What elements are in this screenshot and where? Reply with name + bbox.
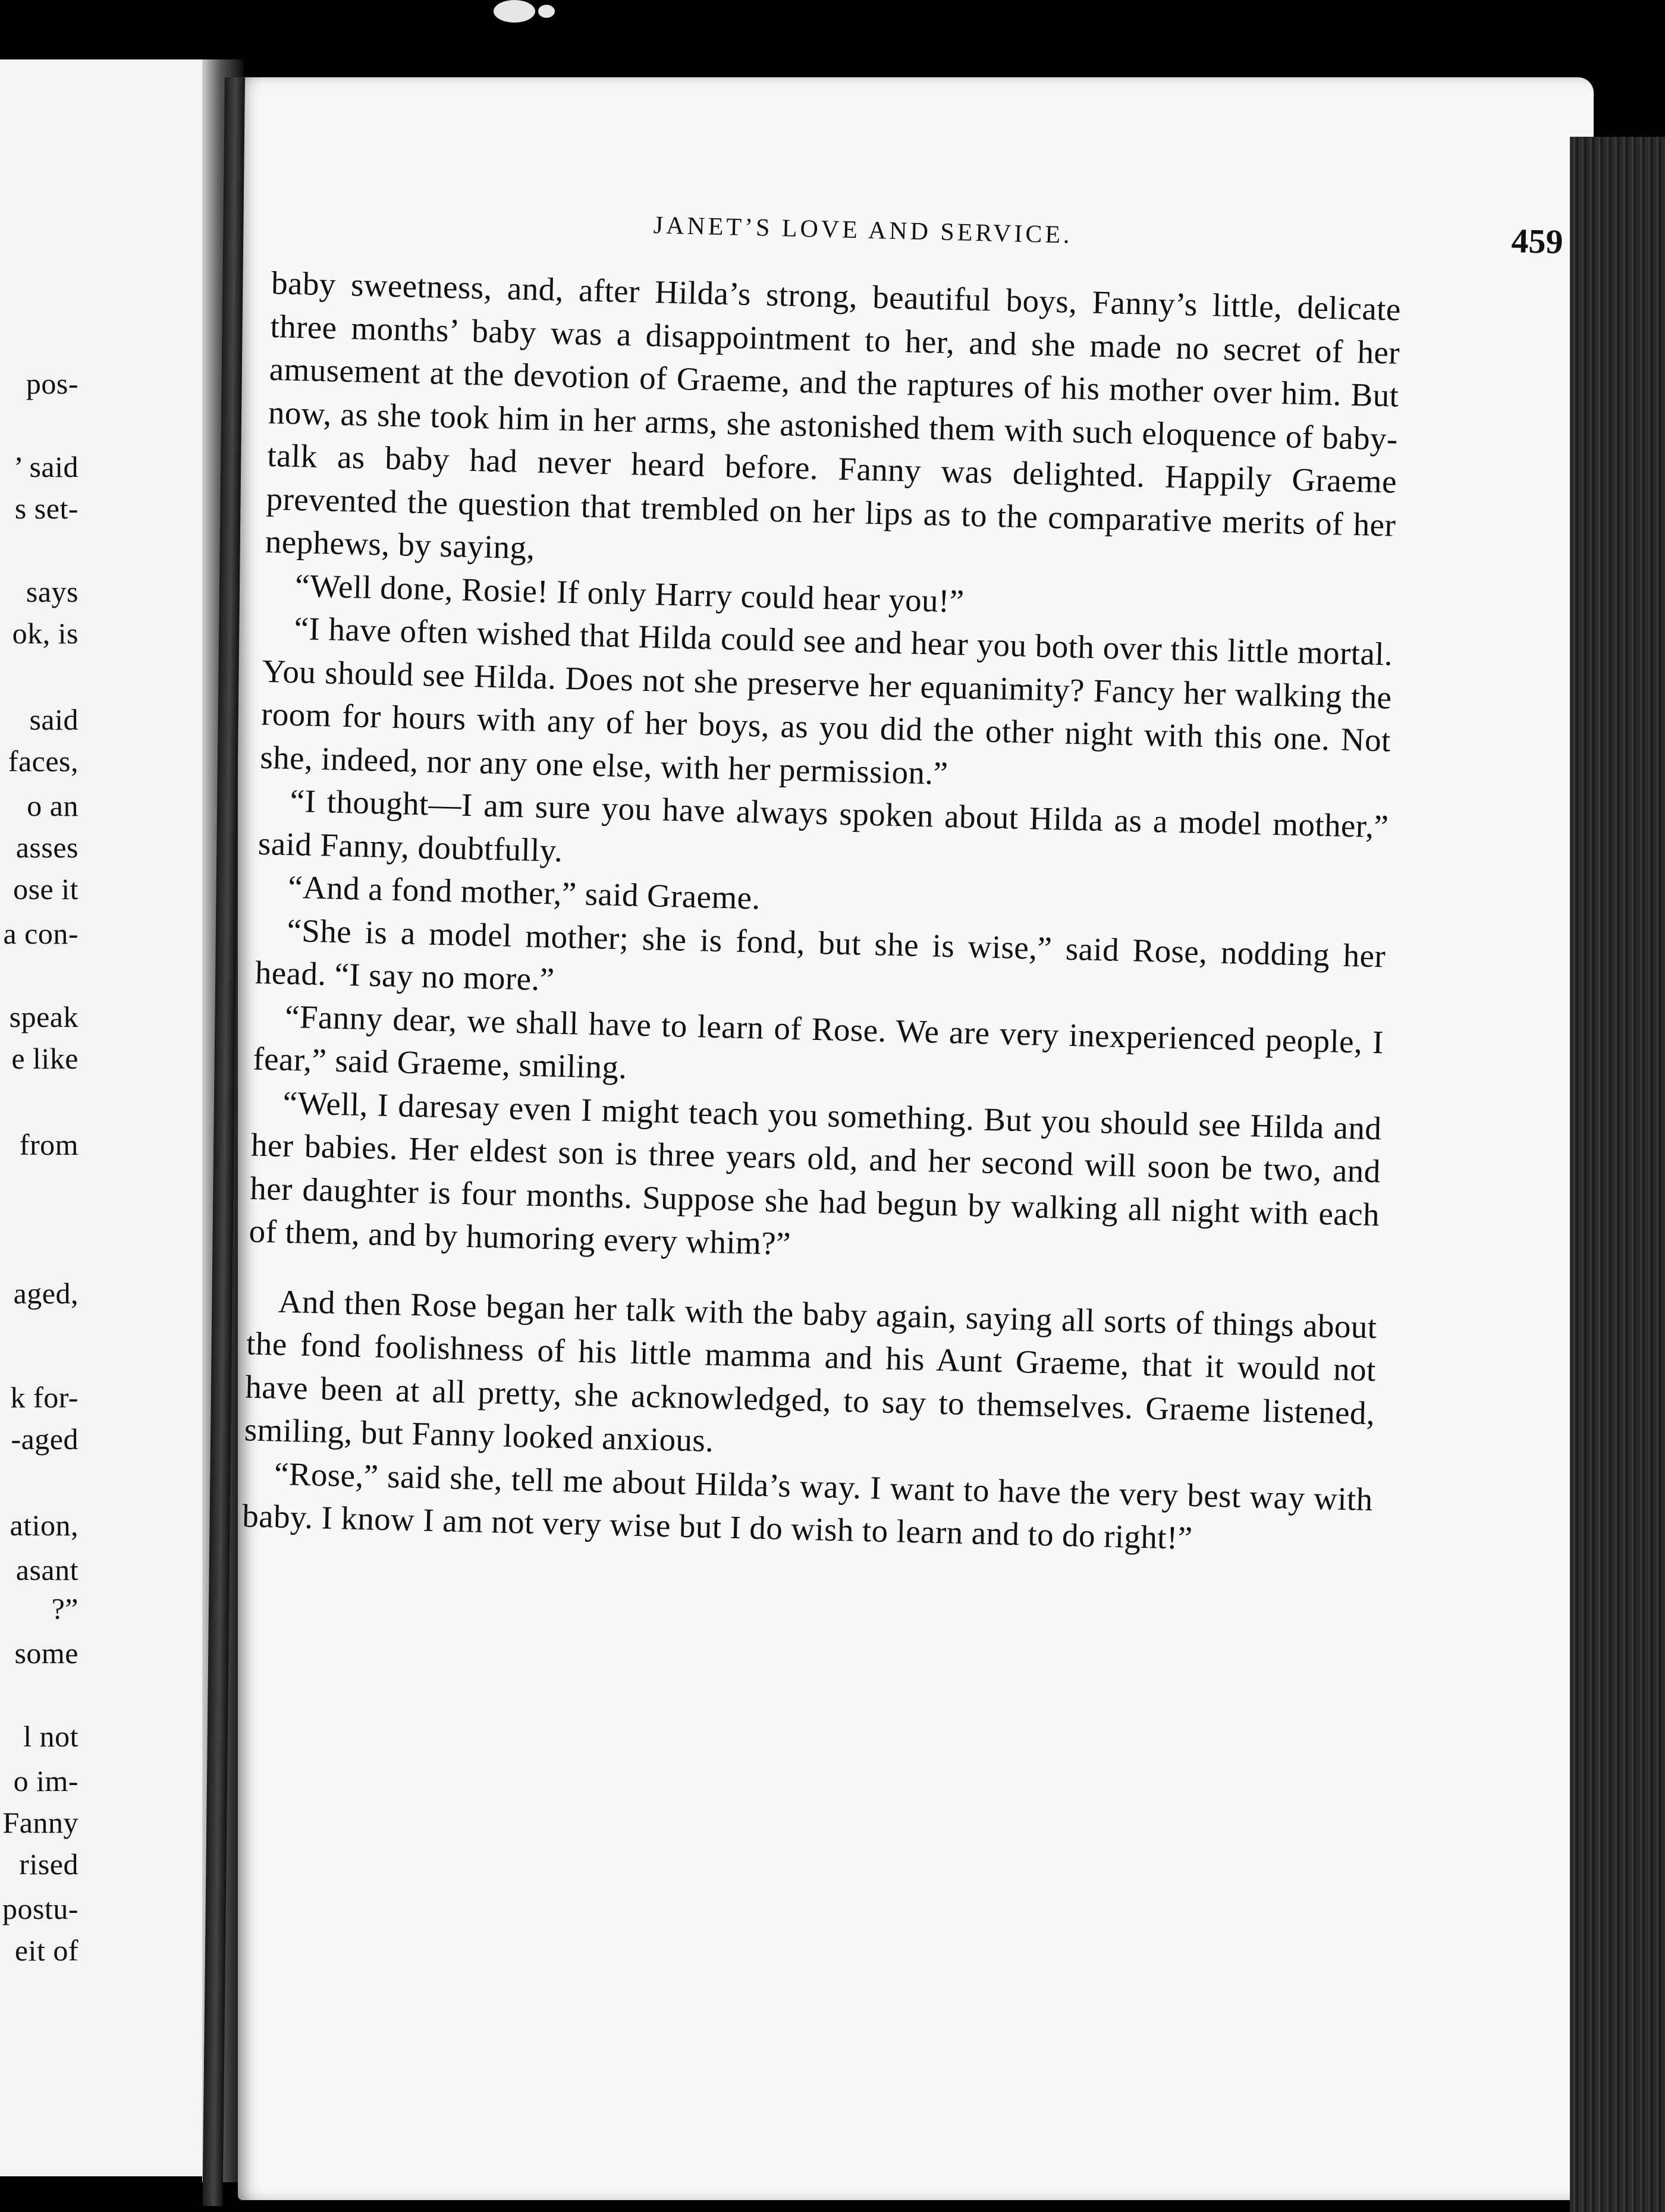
facing-line: aged, — [13, 1277, 78, 1310]
facing-line: rised — [19, 1847, 78, 1881]
facing-line: ?” — [51, 1592, 78, 1625]
paragraph: “Fanny dear, we shall have to learn of Rose. We are very inexperienced people, I fear,” said Graeme, smiling. — [252, 998, 1384, 1086]
paragraph: baby sweetness, and, after Hilda’s strong, beautiful boys, Fanny’s little, delicate three months’ baby was a disappointment to her, and she made no secret of her amusement at the devotion of Graeme, and the raptures of his mother over him. But now, as she took him in her arms, she astonished them with such eloquence of baby-talk as baby had never heard before. Fanny was delighted. Happily Graeme prevented the question that trembled on her lips as to the comparative merits of her nephews, by saying, — [265, 264, 1402, 566]
facing-line: asant — [15, 1553, 78, 1586]
facing-line: o an — [27, 789, 78, 822]
facing-line: e like — [11, 1042, 78, 1075]
facing-line: -aged — [11, 1422, 78, 1456]
facing-page — [0, 59, 214, 2176]
paragraph: “I thought—I am sure you have always spoken about Hilda as a model mother,” said Fanny, doubtfully. — [257, 782, 1390, 869]
scan-speck — [538, 5, 555, 18]
facing-line: k for- — [10, 1381, 78, 1414]
paragraph: “Rose,” said she, tell me about Hilda’s way. I want to have the very best way with baby. I know I am not very wise but I do wish to learn and to do right!” — [241, 1455, 1374, 1557]
body-text — [242, 262, 1402, 1564]
facing-line: s set- — [14, 492, 78, 525]
paragraph: “And a fond mother,” said Graeme. — [287, 868, 761, 916]
facing-line: o im- — [13, 1764, 78, 1798]
facing-line: postu- — [2, 1892, 78, 1925]
paragraph: “She is a model mother; she is fond, but she is wise,” said Rose, nodding her head. “I say no more.” — [255, 912, 1386, 998]
facing-line: Fanny — [2, 1806, 78, 1839]
facing-line: pos- — [26, 367, 78, 400]
facing-line: ation, — [10, 1509, 78, 1542]
page-fore-edge — [1570, 137, 1665, 2212]
facing-line: said — [29, 703, 78, 736]
paragraph: “I have often wished that Hilda could see and hear you both over this little mortal. You should see Hilda. Does not she preserve her equanimity? Fancy her walking the room for hours with any of her boys, as you did the other night with this one. Not she, indeed, nor any one else, with her permission.” — [259, 610, 1393, 791]
paragraph: “Well, I daresay even I might teach you something. But you should see Hilda and her babies. Her eldest son is three years old, and her second will soon be two, and her daughter is four months. Suppose she had begun by walking all night with each of them, and by humoring every whim?” — [249, 1084, 1383, 1262]
facing-line: from — [19, 1128, 78, 1161]
facing-line: speak — [9, 1000, 78, 1033]
page-number: 459 — [1510, 221, 1564, 262]
running-title: JANET’S LOVE AND SERVICE. — [653, 212, 1073, 249]
paragraph: And then Rose began her talk with the baby again, saying all sorts of things about the fond foolishness of his little mamma and his Aunt Graeme, that it would not have been at all pretty, she acknowledged, to say to themselves. Graeme listened, smiling, but Fanny looked anxious. — [244, 1283, 1378, 1459]
facing-line: ’ said — [14, 450, 78, 483]
facing-line: a con- — [3, 917, 78, 950]
facing-line: l not — [23, 1720, 78, 1753]
facing-line: faces, — [8, 744, 78, 778]
facing-line: says — [26, 575, 78, 608]
facing-line: asses — [15, 831, 78, 864]
facing-line: ose it — [13, 872, 78, 906]
paragraph: “Well done, Rosie! If only Harry could hear you!” — [294, 567, 965, 620]
scan-speck — [494, 0, 535, 23]
facing-line: some — [14, 1636, 78, 1670]
facing-line: eit of — [14, 1934, 78, 1967]
facing-line: ok, is — [12, 617, 78, 650]
page-content — [241, 190, 1564, 1564]
